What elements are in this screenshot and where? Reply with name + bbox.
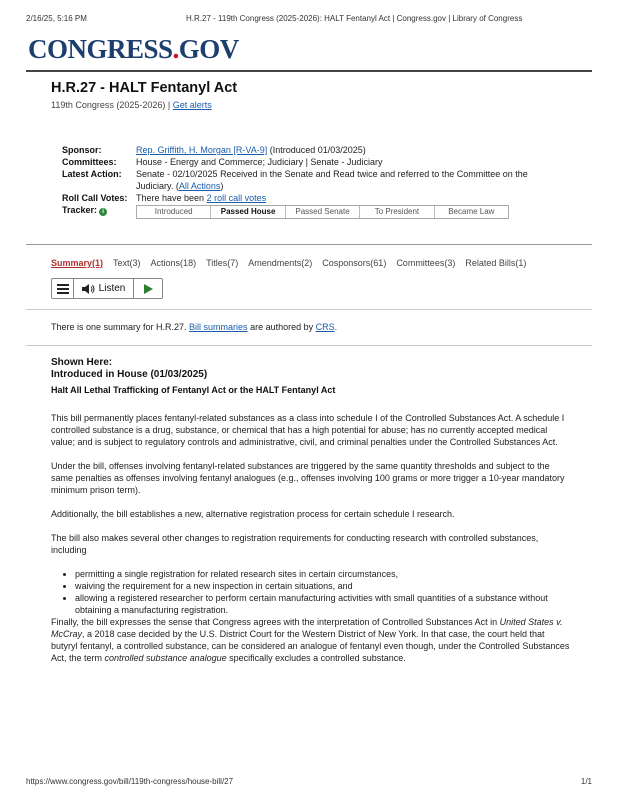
latest-action-value <box>136 168 536 192</box>
final-text-c: specifically excludes a controlled substance. <box>226 653 406 663</box>
print-doc-title: H.R.27 - 119th Congress (2025-2026): HALT Fentanyl Act | Congress.gov | Library of Congress <box>186 14 523 23</box>
summary-top-divider <box>26 309 592 310</box>
tracker-step-to-president: To President <box>360 206 434 218</box>
final-text-b: , a 2018 case decided by the U.S. District Court for the Western District of New York. In that case, the court held that butyryl fentanyl, a controlled substance, can be considered an analogue of fentanyl even though, under the Controlled Substances Act, the term <box>51 629 570 663</box>
summary-note-prefix: There is one summary for H.R.27. <box>51 322 190 332</box>
committees-label: Committees: <box>62 157 117 167</box>
play-icon <box>144 284 153 294</box>
tab-related-bills[interactable]: Related Bills(1) <box>465 258 527 268</box>
play-button[interactable] <box>134 279 162 298</box>
summary-bullet: • permitting a single registration for related research sites in certain circumstances, <box>75 568 570 580</box>
print-page-number: 1/1 <box>580 777 592 786</box>
shown-here-label: Shown Here: <box>51 357 113 368</box>
tracker-label-cell <box>62 204 136 219</box>
tracker-info-icon[interactable]: i <box>99 208 107 216</box>
tab-text[interactable]: Text(3) <box>113 258 141 268</box>
sponsor-label: Sponsor: <box>62 145 102 155</box>
roll-call-prefix: There have been <box>136 193 207 203</box>
tab-summary[interactable]: Summary(1) <box>51 258 104 268</box>
player-menu-button[interactable] <box>52 279 74 298</box>
logo-part2: GOV <box>178 34 239 64</box>
bill-tracker <box>136 205 509 219</box>
tracker-step-passed-senate: Passed Senate <box>286 206 360 218</box>
bill-summaries-link[interactable]: Bill summaries <box>189 322 248 332</box>
roll-call-label: Roll Call Votes: <box>62 193 128 203</box>
speaker-icon <box>82 284 95 294</box>
tab-actions[interactable]: Actions(18) <box>150 258 197 268</box>
tab-committees[interactable]: Committees(3) <box>396 258 456 268</box>
menu-icon <box>57 284 69 294</box>
listen-player <box>51 278 163 299</box>
shown-here-version: Introduced in House (01/03/2025) <box>51 369 208 380</box>
tabs-divider <box>26 244 592 245</box>
logo-dot: . <box>172 34 179 64</box>
tracker-cell <box>136 204 536 219</box>
summary-body <box>51 412 570 676</box>
summary-bullets <box>75 568 570 616</box>
all-actions-link[interactable]: All Actions <box>178 181 221 191</box>
tab-amendments[interactable]: Amendments(2) <box>248 258 313 268</box>
summary-paragraph: Under the bill, offenses involving fentanyl-related substances are triggered by the same quantity thresholds and subject to the same penalties as offenses involving fentanyl analogues (e.g., offenses involving 100 grams or more trigger a 10-year mandatory minimum prison term). <box>51 461 565 495</box>
sponsor-link[interactable]: Rep. Griffith, H. Morgan [R-VA-9] <box>136 145 268 155</box>
summary-final-paragraph <box>51 616 570 664</box>
congress-separator: | <box>165 100 173 110</box>
defined-term: controlled substance analogue <box>104 653 227 663</box>
tab-cosponsors[interactable]: Cosponsors(61) <box>322 258 387 268</box>
get-alerts-link[interactable]: Get alerts <box>172 100 212 110</box>
bill-full-title: Halt All Lethal Trafficking of Fentanyl Act or the HALT Fentanyl Act <box>51 385 336 395</box>
shown-here <box>51 357 207 381</box>
summary-bullet: • allowing a registered researcher to perform certain manufacturing activities with small quantities of a substance without obtaining a manufacturing registration. <box>75 592 570 616</box>
summary-note <box>51 322 337 332</box>
latest-action-close: ) <box>220 181 224 191</box>
tab-titles[interactable]: Titles(7) <box>206 258 239 268</box>
bill-title: H.R.27 - HALT Fentanyl Act <box>51 80 238 96</box>
summary-note-suffix: . <box>334 322 338 332</box>
committees-value: House - Energy and Commerce; Judiciary | Senate - Judiciary <box>136 157 383 167</box>
summary-paragraph: This bill permanently places fentanyl-related substances as a class into schedule I of the Controlled Substances Act. A schedule I controlled substance is a drug, substance, or chemical that has a high potential for abuse; has no currently accepted medical value; and is subject to regulatory controls and administrative, civil, and criminal penalties under the Controlled Substances Act. <box>51 413 565 447</box>
summary-paragraph: The bill also makes several other changes to registration requirements for conducting research with controlled substances, including <box>51 533 539 555</box>
print-datetime: 2/16/25, 5:16 PM <box>26 14 87 23</box>
listen-label: Listen <box>98 283 126 294</box>
roll-call-value <box>136 192 536 204</box>
crs-link[interactable]: CRS <box>315 322 335 332</box>
tracker-step-passed-house: Passed House <box>211 206 285 218</box>
congress-session: 119th Congress (2025-2026) <box>51 100 166 110</box>
bill-tabs <box>51 258 536 268</box>
tracker-step-became-law: Became Law <box>448 207 495 216</box>
roll-call-link[interactable]: 2 roll call votes <box>206 193 267 203</box>
case-name: United States v. McCray <box>51 617 563 639</box>
tracker-step-introduced: Introduced <box>137 206 211 218</box>
header-divider <box>26 70 592 72</box>
congress-gov-logo[interactable] <box>28 34 239 65</box>
summary-paragraph: Additionally, the bill establishes a new, alternative registration process for certain schedule I research. <box>51 509 455 519</box>
summary-bullet: • waiving the requirement for a new inspection in certain situations, and <box>75 580 570 592</box>
sponsor-introduced: (Introduced 01/03/2025) <box>267 145 366 155</box>
listen-button[interactable] <box>74 279 134 298</box>
print-header <box>26 14 592 26</box>
latest-action-text: Senate - 02/10/2025 Received in the Senate and Read twice and referred to the Committee on the Judiciary. ( <box>136 169 528 191</box>
latest-action-label: Latest Action: <box>62 169 122 179</box>
sponsor-value <box>136 144 536 156</box>
final-text-a: Finally, the bill expresses the sense that Congress agrees with the interpretation of Controlled Substances Act in <box>51 617 500 627</box>
print-footer <box>26 777 592 786</box>
tracker-label: Tracker: <box>62 205 98 215</box>
summary-note-middle: are authored by <box>247 322 316 332</box>
summary-divider <box>26 345 592 346</box>
print-url: https://www.congress.gov/bill/119th-congress/house-bill/27 <box>26 777 234 786</box>
logo-part1: CONGRESS <box>28 34 173 64</box>
bill-overview <box>62 144 536 219</box>
congress-line <box>51 100 212 110</box>
